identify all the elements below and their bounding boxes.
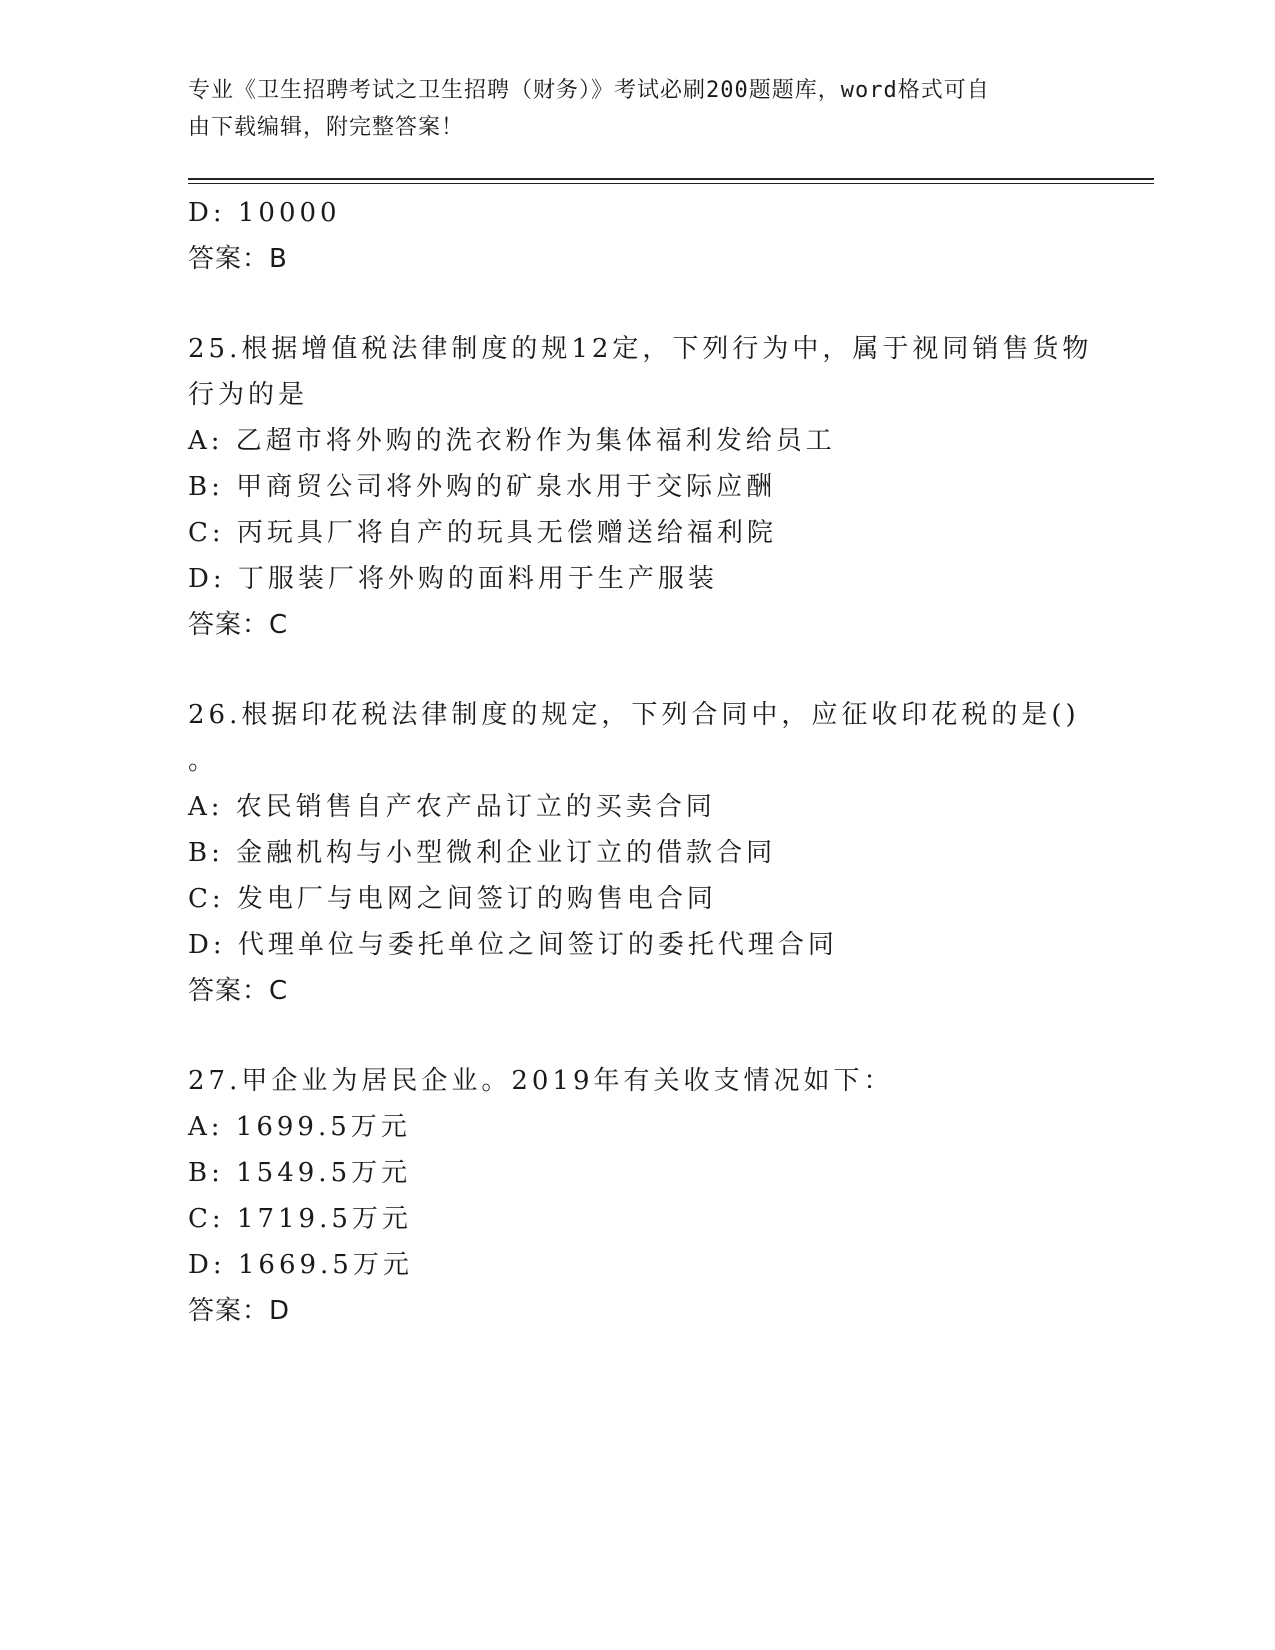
option-b: B: 甲商贸公司将外购的矿泉水用于交际应酬	[188, 472, 777, 502]
option-c: C: 1719.5万元	[188, 1204, 412, 1234]
header-rule-thick	[188, 178, 1154, 180]
option-a: A: 1699.5万元	[188, 1112, 411, 1142]
option-d: D: 代理单位与委托单位之间签订的委托代理合同	[188, 930, 838, 960]
answer-line: 答案：D	[188, 1296, 291, 1326]
question-25	[188, 326, 1093, 648]
question-stem-line: 行为的是	[188, 380, 309, 410]
answer-line: 答案：B	[188, 244, 288, 274]
option-c: C: 发电厂与电网之间签订的购售电合同	[188, 884, 717, 914]
question-stem-line: 27.甲企业为居民企业。2019年有关收支情况如下：	[188, 1066, 894, 1096]
answer-line: 答案：C	[188, 610, 289, 640]
option-d: D: 10000	[188, 198, 341, 228]
spacer	[188, 282, 1088, 326]
spacer	[188, 648, 1088, 692]
question-27	[188, 1058, 1088, 1334]
header-line-1: 专业《卫生招聘考试之卫生招聘（财务）》考试必刷200题题库，word格式可自	[188, 78, 990, 103]
leading-fragment	[188, 190, 1088, 282]
header-line-2: 由下载编辑，附完整答案！	[188, 115, 465, 140]
option-d: D: 丁服装厂将外购的面料用于生产服装	[188, 564, 718, 594]
document-header	[188, 72, 1068, 146]
option-b: B: 金融机构与小型微利企业订立的借款合同	[188, 838, 777, 868]
spacer	[188, 1014, 1088, 1058]
option-b: B: 1549.5万元	[188, 1158, 412, 1188]
option-d: D: 1669.5万元	[188, 1250, 413, 1280]
option-c: C: 丙玩具厂将自产的玩具无偿赠送给福利院	[188, 518, 777, 548]
header-rule-thin	[188, 183, 1154, 184]
answer-line: 答案：C	[188, 976, 289, 1006]
question-stem-line: 25.根据增值税法律制度的规12定，下列行为中，属于视同销售货物	[188, 334, 1093, 364]
question-26	[188, 692, 1088, 1014]
document-body	[188, 190, 1093, 1334]
question-stem-line: 26.根据印花税法律制度的规定，下列合同中，应征收印花税的是()	[188, 700, 1080, 730]
option-a: A: 农民销售自产农产品订立的买卖合同	[188, 792, 716, 822]
option-a: A: 乙超市将外购的洗衣粉作为集体福利发给员工	[188, 426, 836, 456]
question-stem-line: 。	[188, 746, 219, 776]
